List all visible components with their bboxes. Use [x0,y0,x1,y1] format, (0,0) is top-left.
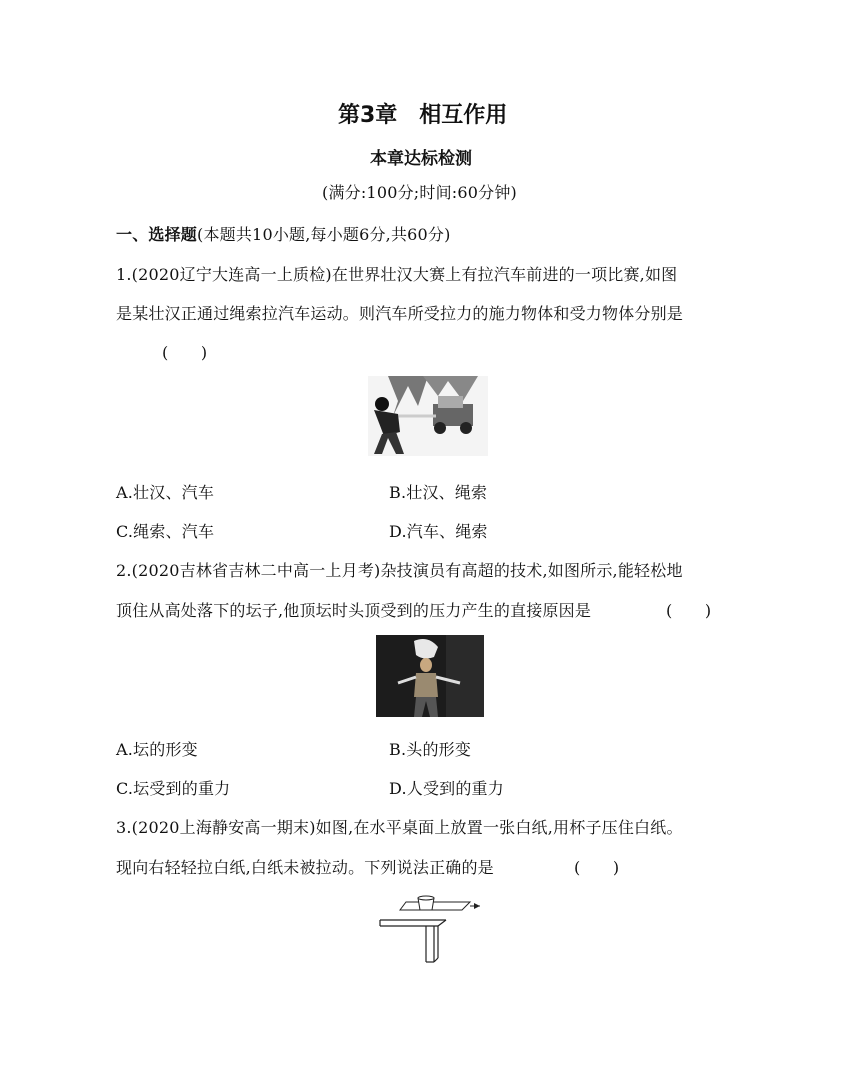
section-heading-row [116,222,451,245]
section-note: (本题共10小题,每小题6分,共60分) [197,225,451,244]
q2-option-b: B.头的形变 [389,740,472,759]
q2-line1: 2.(2020吉林省吉林二中高一上月考)杂技演员有高超的技术,如图所示,能轻松地 [116,561,683,580]
q1-option-b: B.壮汉、绳索 [389,483,488,502]
q3-diagram-cup-on-paper-table [378,894,482,964]
chapter-title: 第3章 相互作用 [338,103,508,128]
q3-answer-bracket: ( ) [574,858,620,877]
q1-line1: 1.(2020辽宁大连高一上质检)在世界壮汉大赛上有拉汽车前进的一项比赛,如图 [116,265,678,284]
q1-line2: 是某壮汉正通过绳索拉汽车运动。则汽车所受拉力的施力物体和受力物体分别是 [116,304,684,323]
q1-option-d: D.汽车、绳索 [389,522,488,541]
q2-option-d: D.人受到的重力 [389,779,504,798]
section-subtitle: 本章达标检测 [370,149,472,169]
q2-option-c: C.坛受到的重力 [116,779,231,798]
q2-photo-acrobat-balancing-jar [376,635,484,717]
exam-meta: (满分:100分;时间:60分钟) [322,183,517,202]
q1-option-a: A.壮汉、汽车 [116,483,215,502]
q3-line1: 3.(2020上海静安高一期末)如图,在水平桌面上放置一张白纸,用杯子压住白纸。 [116,818,683,837]
q1-option-c: C.绳索、汽车 [116,522,215,541]
q1-photo-man-pulling-car [368,376,488,456]
q2-line2: 顶住从高处落下的坛子,他顶坛时头顶受到的压力产生的直接原因是 [116,601,592,620]
q2-answer-bracket: ( ) [666,601,712,620]
q3-line2: 现向右轻轻拉白纸,白纸未被拉动。下列说法正确的是 [116,858,494,877]
q2-option-a: A.坛的形变 [116,740,198,759]
section-heading: 一、选择题 [116,225,198,244]
q1-answer-bracket: ( ) [162,343,208,362]
